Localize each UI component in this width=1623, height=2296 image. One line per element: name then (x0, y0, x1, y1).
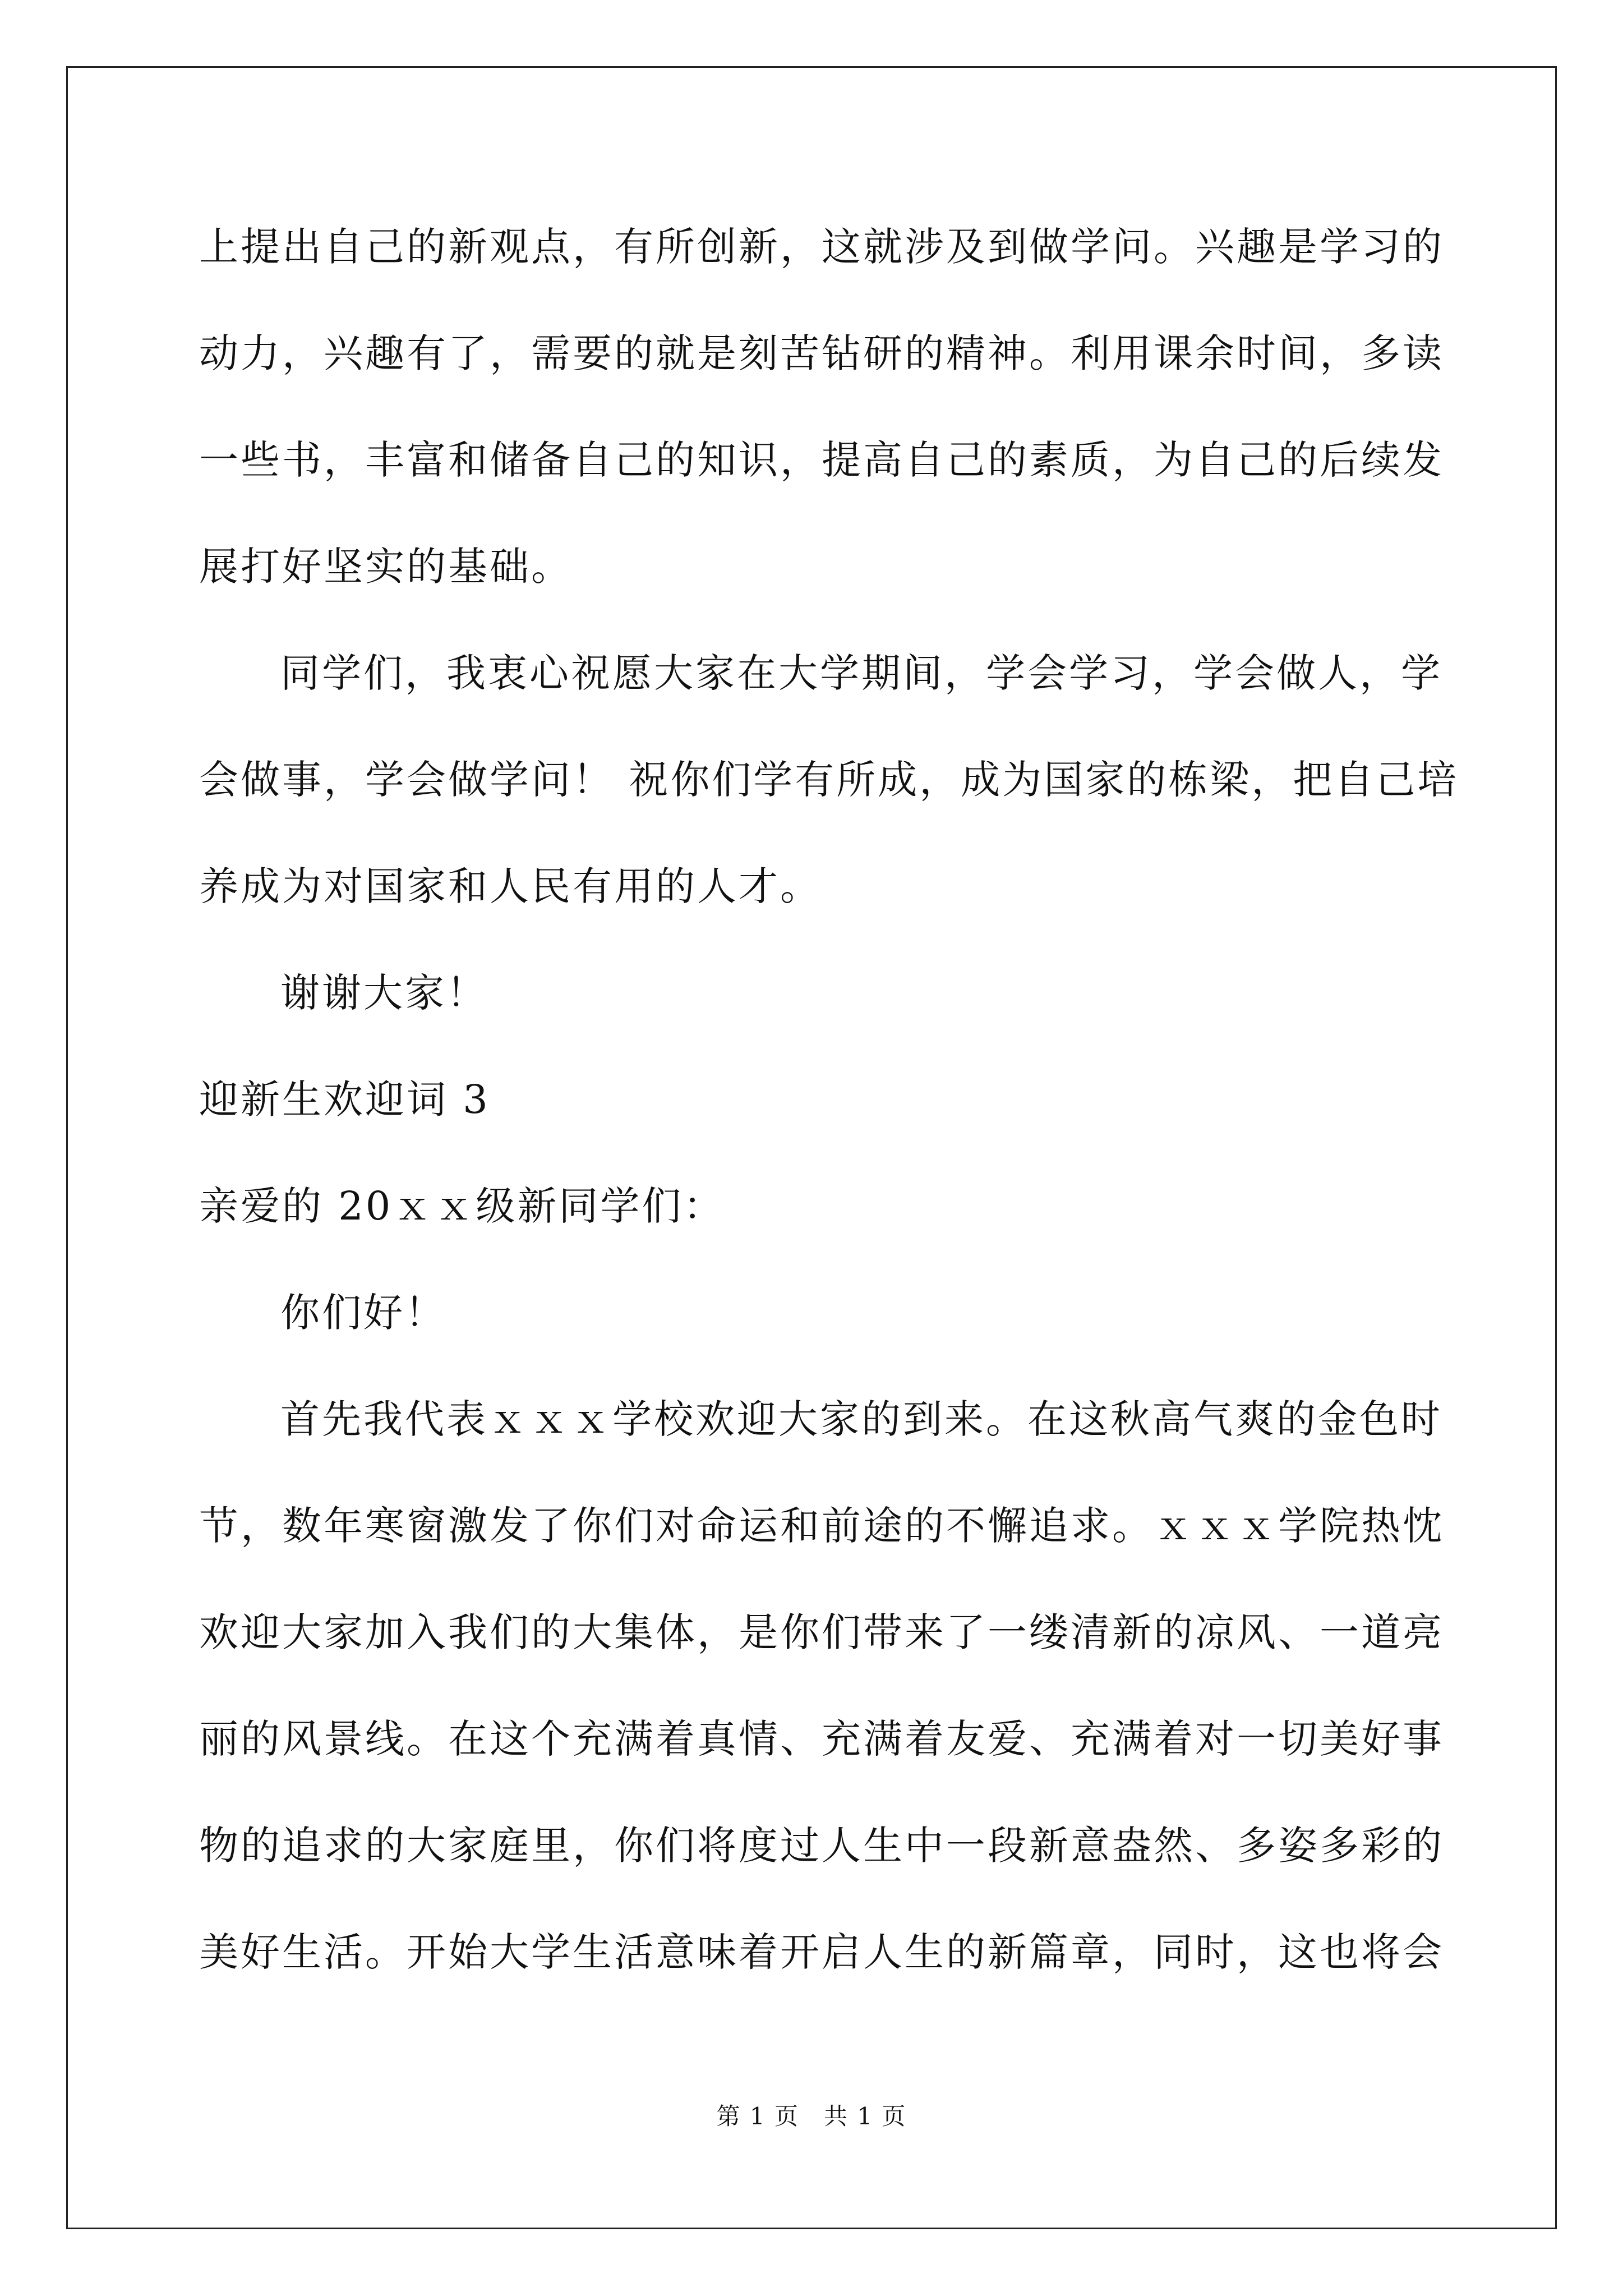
greeting: 你们好！ (280, 1290, 446, 1336)
paragraph-line: 养成为对国家和人民有用的人才。 (199, 863, 822, 909)
paragraph-line: 欢迎大家加入我们的大集体，是你们带来了一缕清新的凉风、一道亮 (199, 1609, 1444, 1655)
page-footer: 第 1 页 共 1 页 (716, 2102, 907, 2130)
paragraph-line: 物的追求的大家庭里，你们将度过人生中一段新意盎然、多姿多彩的 (199, 1823, 1444, 1869)
paragraph-line: 首先我代表ｘｘｘ学校欢迎大家的到来。在这秋高气爽的金色时 (280, 1396, 1442, 1442)
page-border (66, 66, 1557, 2229)
paragraph-line: 展打好坚实的基础。 (199, 544, 573, 590)
paragraph-line: 一些书，丰富和储备自己的知识，提高自己的素质，为自己的后续发 (199, 437, 1444, 483)
paragraph-line: 美好生活。开始大学生活意味着开启人生的新篇章，同时，这也将会 (199, 1929, 1444, 1975)
closing-line: 谢谢大家！ (280, 970, 488, 1016)
paragraph-line: 同学们，我衷心祝愿大家在大学期间，学会学习，学会做人，学 (280, 650, 1442, 696)
paragraph-line: 动力，兴趣有了，需要的就是刻苦钻研的精神。利用课余时间，多读 (199, 330, 1444, 376)
paragraph-line: 会做事，学会做学问！ 祝你们学有所成，成为国家的栋梁，把自己培 (199, 757, 1459, 803)
paragraph-line: 上提出自己的新观点，有所创新，这就涉及到做学问。兴趣是学习的 (199, 224, 1444, 270)
paragraph-line: 丽的风景线。在这个充满着真情、充满着友爱、充满着对一切美好事 (199, 1716, 1444, 1762)
paragraph-line: 节，数年寒窗激发了你们对命运和前途的不懈追求。ｘｘｘ学院热忱 (199, 1503, 1444, 1549)
salutation: 亲爱的 20ｘｘ级新同学们： (199, 1183, 725, 1229)
section-heading: 迎新生欢迎词 3 (199, 1076, 490, 1122)
